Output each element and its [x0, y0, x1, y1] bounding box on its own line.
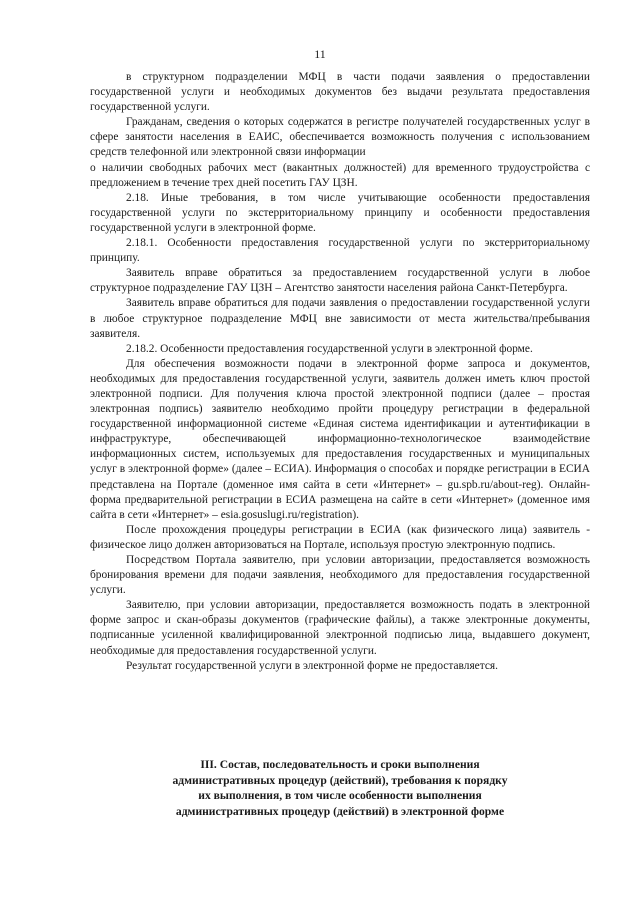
paragraph: о наличии свободных рабочих мест (вакантных должностей) для временного трудоустройства с предложением в течение трех дней посетить ГАУ ЦЗН. [90, 161, 590, 189]
paragraph: Заявитель вправе обратиться за предоставлением государственной услуги в любое структурное подразделение ГАУ ЦЗН – Агентство занятости населения района Санкт-Петербурга. [90, 267, 590, 295]
section-heading-line: административных процедур (действий), требования к порядку [172, 773, 508, 787]
paragraph: 2.18. Иные требования, в том числе учитывающие особенности предоставления государственной услуги по экстерриториальному принципу и особенности предоставления государственной услуги в электронной форме. [90, 191, 590, 234]
document-body [90, 70, 590, 674]
page-number: 11 [314, 47, 326, 61]
paragraph: После прохождения процедуры регистрации в ЕСИА (как физического лица) заявитель - физическое лицо должен авторизоваться на Портале, используя простую электронную подпись. [90, 523, 590, 551]
paragraph: Для обеспечения возможности подачи в электронной форме запроса и документов, необходимых для предоставления государственной услуги, заявитель должен иметь ключ простой электронной подписи. Для получения ключа простой электронной подписи (далее – простая электронная подпись) заявителю необходимо пройти процедуру регистрации в федеральной государственной информационной системе «Единая система идентификации и аутентификации в инфраструктуре, обеспечивающей информационно-технологическое взаимодействие информационных систем, используемых для предоставления государственных и муниципальных услуг в электронной форме» (далее – ЕСИА). Информация о способах и порядке регистрации в ЕСИА представлена на Портале (доменное имя сайта в сети «Интернет» – gu.spb.ru/about-reg). Онлайн-форма предварительной регистрации в ЕСИА размещена на сайте в сети «Интернет» (доменное имя сайта в сети «Интернет» – esia.gosuslugi.ru/registration). [90, 357, 590, 521]
section-heading [90, 757, 590, 819]
section-heading-line: III. Состав, последовательность и сроки выполнения [200, 758, 480, 771]
section-heading-line: административных процедур (действий) в электронной форме [175, 804, 505, 818]
paragraph: Заявителю, при условии авторизации, предоставляется возможность подать в электронной форме запрос и скан-образы документов (графические файлы), а также электронные документы, подписанные усиленной квалифицированной электронной подписью лица, выдавшего документ, необходимые для предоставления государственной услуги. [90, 599, 590, 657]
paragraph: 2.18.1. Особенности предоставления государственной услуги по экстерриториальному принципу. [90, 237, 590, 265]
paragraph: Посредством Портала заявителю, при условии авторизации, предоставляется возможность бронирования времени для подачи заявления, необходимого для предоставления государственной услуги. [90, 554, 590, 597]
paragraph: 2.18.2. Особенности предоставления государственной услуги в электронной форме. [126, 342, 533, 355]
paragraph: Результат государственной услуги в электронной форме не предоставляется. [126, 659, 499, 672]
paragraph: Заявитель вправе обратиться для подачи заявления о предоставлении государственной услуги в любое структурное подразделение МФЦ вне зависимости от места жительства/пребывания заявителя. [90, 297, 590, 340]
section-heading-line: их выполнения, в том числе особенности выполнения [198, 789, 482, 803]
paragraph: в структурном подразделении МФЦ в части подачи заявления о предоставлении государственной услуги и необходимых документов без выдачи результата предоставления государственной услуги. [90, 71, 590, 114]
paragraph: Гражданам, сведения о которых содержатся в регистре получателей государственных услуг в сфере занятости населения в ЕАИС, обеспечивается возможность получения с использованием средств телефонной или электронной связи информации [90, 116, 590, 159]
